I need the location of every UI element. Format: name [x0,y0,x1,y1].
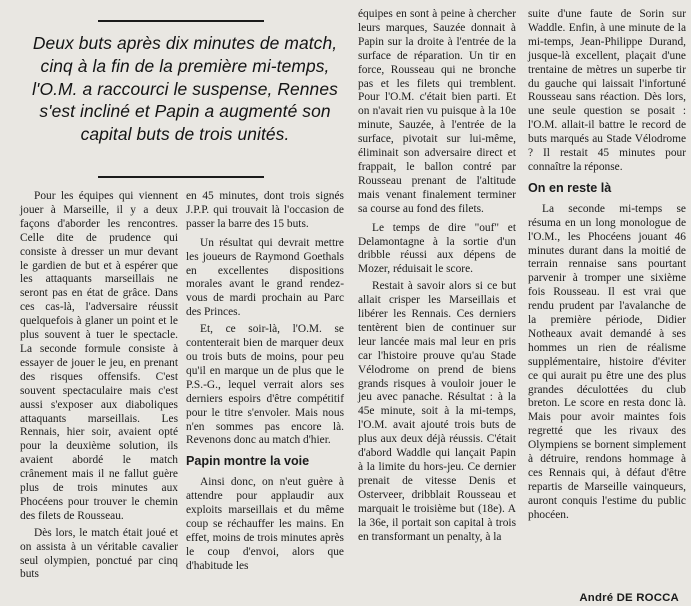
paragraph: Et, ce soir-là, l'O.M. se contenterait bien de marquer deux ou trois buts de moins, pour peu qu'il en marque un de plus que le P.S.-G., lequel verrait alors ses derniers espoirs d'être compétitif pour le titre s'envoler. Mais nous n'en sommes pas encore là. Revenons donc au match d'hier. [186,323,344,447]
paragraph: suite d'une faute de Sorin sur Waddle. Enfin, à une minute de la mi-temps, Jean-Philippe Durand, jusque-là excellent, plaçait d'une trentaine de mètres un superbe tir du gauche qui laissait l'infortuné Rousseau sans réaction. Dès lors, une seule question se posait : l'O.M. allait-il battre le record de buts marqués au Stade Vélodrome ? Il restait 45 minutes pour connaître la réponse. [528,8,686,173]
column-1 [20,190,178,585]
paragraph: La seconde mi-temps se résuma en un long monologue de l'O.M., les Phocéens jouant 46 minutes durant dans la moitié de terrain rennaise sans pourtant parvenir à tromper une sixième fois Rousseau. Il est vrai que rendu prudent par l'avalanche de la première période, Didier Notheaux avait demandé à ses hommes un rien de réalisme supplémentaire, histoire d'éviter ce qui aurait pu être une des plus grandes déculottées du club breton. Le score en resta donc là. Mais pour avoir maintes fois regretté que les rivaux des Olympiens se bornent simplement à détruire, rendons hommage à ces Rennais qui, à défaut d'être repartis de Marseille vainqueurs, auront conquis l'estime du public phocéen. [528,202,686,521]
deck-rule-bottom [98,176,264,178]
paragraph: Pour les équipes qui viennent jouer à Marseille, il y a deux façons d'aborder les rencontres. Celle dite de prudence qui consiste à dresser un mur devant le gardien de but et à espérer que les attaquants marseillais ne seront pas en état de grâce. Dans ces cas-là, l'adversaire réussit quelquefois à glaner un point et le plus souvent à tuer le spectacle. La seconde formule consiste à essayer de jouer le jeu, en prenant des risques offensifs. C'est souvent spectaculaire mais c'est aussi s'exposer aux diaboliques attaquants marseillais. Les Rennais, hier soir, avaient opté pour la deuxième solution, ils avaient abordé le match crânement mais il ne fallut guère plus de trois minutes aux Phocéens pour trouver le chemin des filets de Rousseau. [20,190,178,522]
column-3 [358,8,516,547]
column-4 [528,8,686,526]
paragraph: équipes en sont à peine à chercher leurs marques, Sauzée donnait à Papin sur la droite à l'entrée de la surface de réparation. Un tir en force, Rousseau qui ne bronche pas et les filets qui tremblent. Pour l'O.M. c'était bien parti. Et on n'avait rien vu puisque à la 10e minute, Sauzée, à l'entrée de la surface, pivotait sur lui-même, éliminait son adversaire direct et frappait, le ballon contré par Rousseau prenant de l'altitude mais venant finalement terminer sa course au fond des filets. [358,8,516,215]
column-2 [186,190,344,577]
top-rule-left [98,20,264,22]
paragraph: Restait à savoir alors si ce but allait crisper les Marseillais et libérer les Rennais. Ces derniers tentèrent bien de continuer sur leur lancée mais mal leur en pris car l'histoire prouve qu'au Stade Vélodrome on prend de biens grands risques à vouloir jouer le jeu avec panache. Résultat : à la 45e minute, soit à la mi-temps, l'O.M. avait ajouté trois buts de plus aux deux déjà réussis. C'était d'abord Waddle qui lançait Papin à la limite du hors-jeu. Ce dernier prenait de vitesse Denis et Osterveer, dribblait Rousseau et marquait le troisième but (18e). A la 36e, il portait son capital à trois en transformant un penalty, à la [358,280,516,543]
byline: André DE ROCCA [579,592,679,604]
paragraph: Dès lors, le match était joué et on assista à un véritable cavalier seul olympien, ponctué par cinq buts [20,526,178,581]
paragraph: Ainsi donc, on n'eut guère à attendre pour applaudir aux exploits marseillais et du même coup se réchauffer les mains. En effet, moins de trois minutes après le coup d'envoi, alors que d'habitude les [186,476,344,572]
article-deck: Deux buts après dix minutes de match, cinq à la fin de la première mi-temps, l'O.M. a raccourci le suspense, Rennes s'est incliné et Papin a augmenté son capital buts de trois unités. [32,33,338,145]
subhead-papin: Papin montre la voie [186,454,310,469]
subhead-reste: On en reste là [528,180,612,195]
paragraph: en 45 minutes, dont trois signés J.P.P. qui trouvait là l'occasion de passer la barre des 15 buts. [186,190,344,230]
paragraph: Le temps de dire "ouf" et Delamontagne à la sortie d'un dribble réussi aux dépens de Mozer, réduisait le score. [358,221,516,276]
paragraph: Un résultat qui devrait mettre les joueurs de Raymond Goethals en excellentes dispositions morales avant le grand rendez-vous de mardi prochain au Parc des Princes. [186,236,344,319]
